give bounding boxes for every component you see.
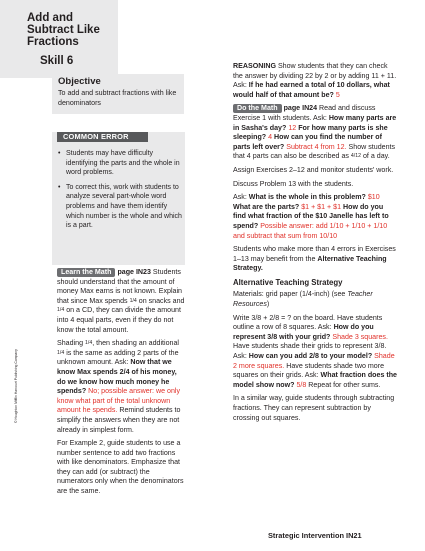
learn-math-paragraph-1: Learn the Math page IN23 Students should understand that the amount of money Max earns is not known. Explain that since Max spends 1/4 on snacks and 1/4 on a CD, they can divide the amount into 4 equal parts, even if they do not know the total amount. <box>57 268 185 334</box>
lesson-title <box>27 12 117 48</box>
objective-heading: Objective <box>58 76 101 87</box>
write-paragraph: Write 3/8 + 2/8 = ? on the board. Have students outline a row of 8 squares. Ask: How do you represent 3/8 with your grid? Shade 3 squares. Have students shade their grids to represent 3/8. Ask: How can you add 2/8 to your model? Shade 2 more squares. Have students shade two more squares on their grids. Ask: What fraction does the model show now? 5/8 Repeat for other sums. <box>233 313 398 389</box>
learn-math-paragraph-3: For Example 2, guide students to use a number sentence to add two fractions with like denominators. Emphasize that they can add (or subtract) the numerators only when the denominators are the same. <box>57 439 184 496</box>
right-column <box>233 62 398 427</box>
do-the-math-badge: Do the Math <box>233 104 282 113</box>
learn-the-math-badge: Learn the Math <box>57 268 115 277</box>
common-error-item: • To correct this, work with students to analyze several part-whole word problems and have them identify which number is the whole and which is a part. <box>57 183 182 231</box>
similar-paragraph: In a similar way, guide students through subtracting fractions. They can represent subtraction by crossing out squares. <box>233 394 395 422</box>
learn-math-paragraph-2: Shading 1/4, then shading an additional 1/4 is the same as adding 2 parts of the unknown amount. Ask: Now that we know Max spends 2/4 of his money, do we know how much money he spends? No; possible answer: we only know what part of the total unknown amount he spends. Remind students to simplify the answers when they are not already in simplest form. <box>57 339 181 434</box>
reasoning-paragraph: REASONING Show students that they can check the answer by dividing 22 by 2 or by adding 11 + 11. Ask: If he had earned a total of 10 dollars, what would half of that amount be? 5 <box>233 62 397 99</box>
skill-label: Skill 6 <box>40 55 74 67</box>
title-line-1: Add and <box>27 12 73 24</box>
common-error-tab: COMMON ERROR <box>57 132 148 142</box>
ask-paragraph: Ask: What is the whole in this problem? $10 What are the parts? $1 + $1 + $1 How do you find what fraction of the $10 Janelle has left to spend? Possible answer: add 1/10 + 1/10 + 1/10 and subtract that sum from 10/10 <box>233 193 389 240</box>
common-error-item: • Students may have difficulty identifying the parts and the whole in word problems. <box>57 149 182 178</box>
objective-text: To add and subtract fractions with like denominators <box>58 89 177 107</box>
materials-paragraph: Materials: grid paper (1/4-inch) (see Teacher Resources) <box>233 290 373 309</box>
page-footer: Strategic Intervention IN21 <box>268 531 362 540</box>
common-error-list <box>57 149 182 236</box>
assign-paragraph: Assign Exercises 2–12 and monitor students' work. <box>233 165 394 174</box>
discuss-paragraph: Discuss Problem 13 with the students. <box>233 179 354 188</box>
left-column <box>57 268 185 501</box>
title-line-3: Fractions <box>27 36 79 48</box>
alt-strategy-heading: Alternative Teaching Strategy <box>233 277 343 287</box>
errors-paragraph: Students who make more than 4 errors in Exercises 1–13 may benefit from the Alternative Teaching Strategy. <box>233 245 396 273</box>
do-the-math-paragraph: Do the Math page IN24 Read and discuss Exercise 1 with students. Ask: How many parts are in Sasha's day? 12 For how many parts is she sleeping? 4 How can you find the number of parts left over? Subtract 4 from 12. Show students that 4 parts can also be described as 4/12 of a day. <box>233 104 397 161</box>
copyright-sidebar: © Houghton Mifflin Harcourt Publishing Company <box>14 349 18 423</box>
title-line-2: Subtract Like <box>27 24 100 36</box>
